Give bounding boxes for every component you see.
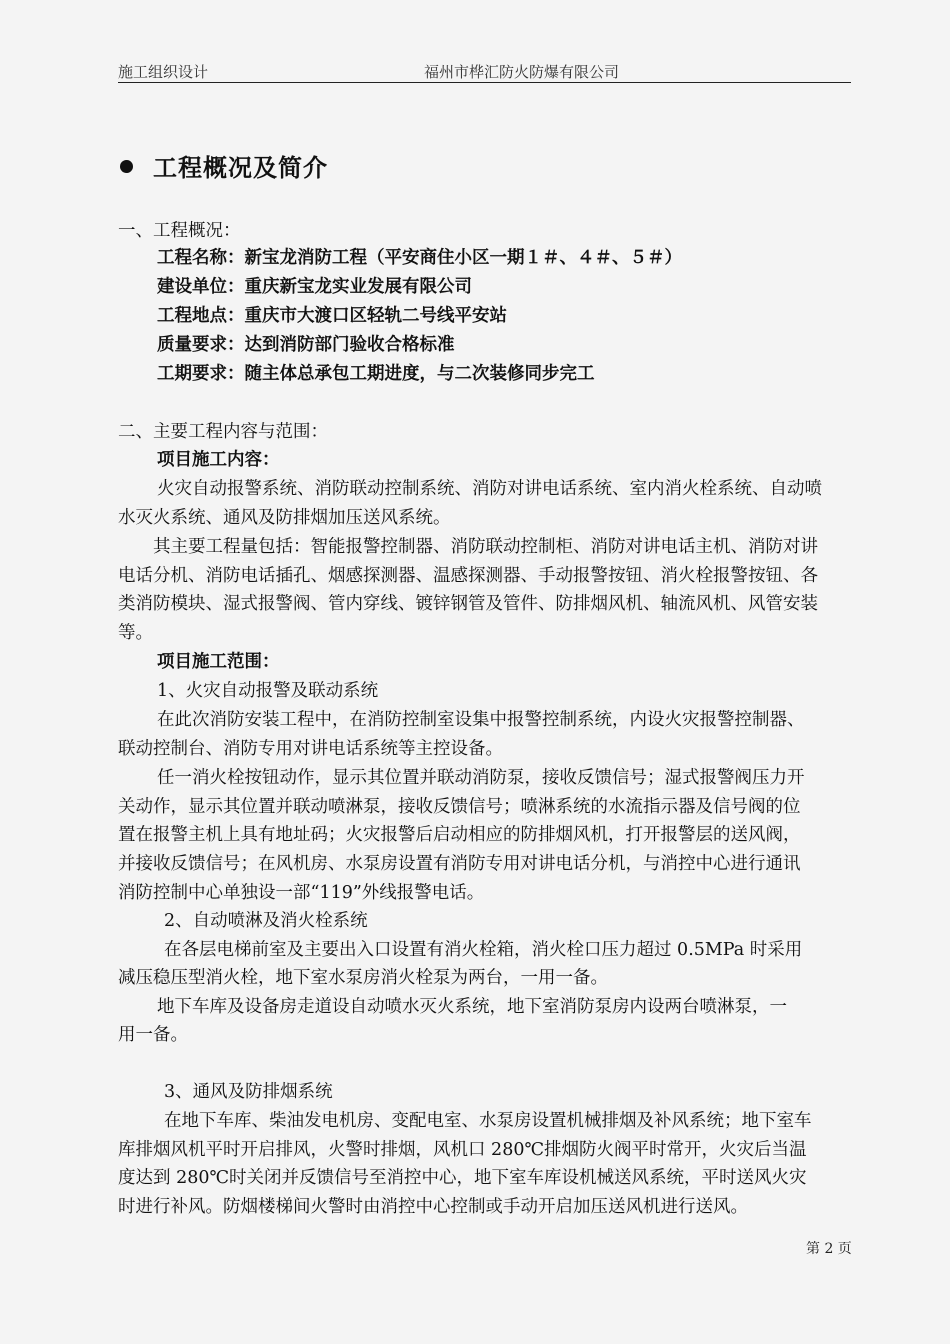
subsection-3-line: 时进行补风。防烟楼梯间火警时由消控中心控制或手动开启加压送风机进行送风。 bbox=[118, 1197, 748, 1217]
header-company: 福州市桦汇防火防爆有限公司 bbox=[424, 63, 620, 81]
builder-unit: 建设单位：重庆新宝龙实业发展有限公司 bbox=[157, 277, 472, 297]
subsection-3-line: 库排烟风机平时开启排风，火警时排烟，风机口 280℃排烟防火阀平时常开，火灾后当温 bbox=[118, 1140, 807, 1160]
scope-heading: 二、主要工程内容与范围： bbox=[118, 422, 328, 442]
content-paragraph-line: 其主要工程量包括：智能报警控制器、消防联动控制柜、消防对讲电话主机、消防对讲 bbox=[153, 537, 818, 557]
section-title-text: 工程概况及简介 bbox=[153, 154, 328, 182]
subsection-1-line: 在此次消防安装工程中，在消防控制室设集中报警控制系统，内设火灾报警控制器、 bbox=[157, 710, 805, 730]
content-paragraph-line: 水灭火系统、通风及防排烟加压送风系统。 bbox=[118, 508, 451, 528]
content-label: 项目施工内容： bbox=[157, 450, 280, 470]
subsection-2-line: 用一备。 bbox=[118, 1025, 188, 1045]
subsection-1-line: 置在报警主机上具有地址码；火灾报警后启动相应的防排烟风机，打开报警层的送风阀， bbox=[118, 825, 801, 845]
bullet-icon bbox=[120, 160, 133, 173]
subsection-title-1: 1、火灾自动报警及联动系统 bbox=[157, 681, 379, 701]
project-location: 工程地点：重庆市大渡口区轻轨二号线平安站 bbox=[157, 306, 507, 326]
subsection-2-line: 地下车库及设备房走道设自动喷水灭火系统，地下室消防泵房内设两台喷淋泵，一 bbox=[157, 997, 787, 1017]
page-number: 第 2 页 bbox=[806, 1241, 852, 1257]
overview-heading: 一、工程概况： bbox=[118, 221, 241, 241]
subsection-1-line: 并接收反馈信号；在风机房、水泵房设置有消防专用对讲电话分机，与消控中心进行通讯 bbox=[118, 854, 801, 874]
subsection-3-line: 在地下车库、柴油发电机房、变配电室、水泵房设置机械排烟及补风系统；地下室车 bbox=[164, 1111, 812, 1131]
project-name: 工程名称：新宝龙消防工程（平安商住小区一期１＃、４＃、５＃） bbox=[157, 248, 682, 268]
section-title bbox=[120, 148, 328, 183]
header-doc-type: 施工组织设计 bbox=[118, 63, 209, 81]
page-header bbox=[118, 60, 851, 83]
subsection-2-line: 减压稳压型消火栓，地下室水泵房消火栓泵为两台，一用一备。 bbox=[118, 968, 608, 988]
range-label: 项目施工范围： bbox=[157, 652, 280, 672]
subsection-3-line: 度达到 280℃时关闭并反馈信号至消控中心，地下室车库设机械送风系统，平时送风火灾 bbox=[118, 1168, 807, 1188]
subsection-1-line: 联动控制台、消防专用对讲电话系统等主控设备。 bbox=[118, 739, 503, 759]
content-paragraph-line: 等。 bbox=[118, 623, 153, 643]
subsection-title-2: 2、自动喷淋及消火栓系统 bbox=[164, 911, 368, 931]
content-paragraph-line: 电话分机、消防电话插孔、烟感探测器、温感探测器、手动报警按钮、消火栓报警按钮、各 bbox=[118, 566, 818, 586]
content-paragraph-line: 类消防模块、湿式报警阀、管内穿线、镀锌钢管及管件、防排烟风机、轴流风机、风管安装 bbox=[118, 594, 818, 614]
subsection-2-line: 在各层电梯前室及主要出入口设置有消火栓箱，消火栓口压力超过 0.5MPa 时采用 bbox=[164, 940, 803, 960]
quality-requirement: 质量要求：达到消防部门验收合格标准 bbox=[157, 335, 455, 355]
schedule-requirement: 工期要求：随主体总承包工期进度，与二次装修同步完工 bbox=[157, 364, 595, 384]
subsection-1-line: 任一消火栓按钮动作，显示其位置并联动消防泵，接收反馈信号；湿式报警阀压力开 bbox=[157, 768, 805, 788]
subsection-1-line: 关动作，显示其位置并联动喷淋泵，接收反馈信号；喷淋系统的水流指示器及信号阀的位 bbox=[118, 797, 801, 817]
subsection-title-3: 3、通风及防排烟系统 bbox=[164, 1082, 333, 1102]
content-paragraph-line: 火灾自动报警系统、消防联动控制系统、消防对讲电话系统、室内消火栓系统、自动喷 bbox=[157, 479, 822, 499]
subsection-1-line: 消防控制中心单独设一部“119”外线报警电话。 bbox=[118, 883, 485, 903]
